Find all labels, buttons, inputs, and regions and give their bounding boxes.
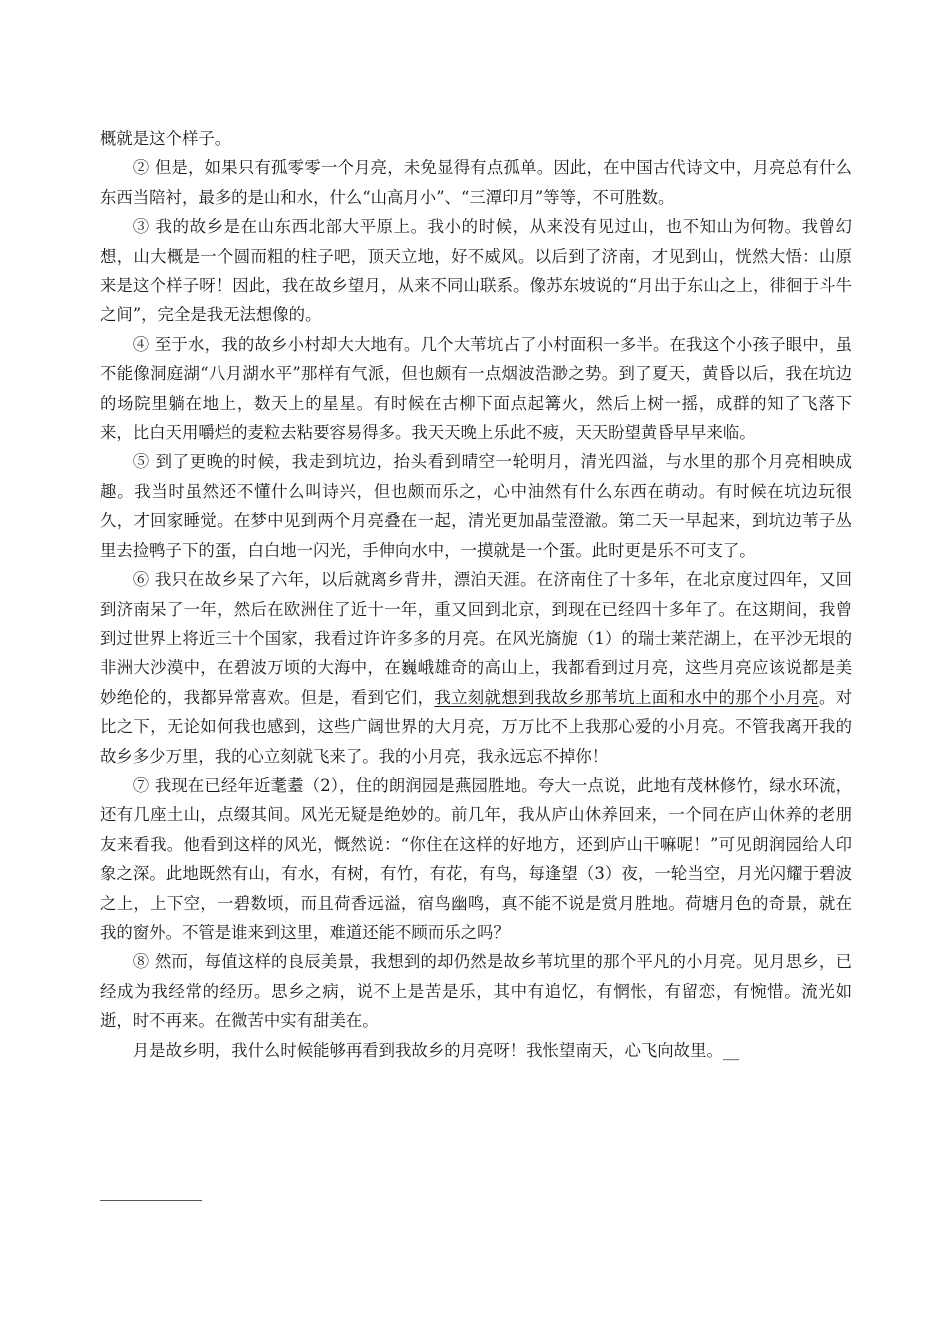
paragraph-8: ⑧ 然而，每值这样的良辰美景，我想到的却仍然是故乡苇坑里的那个平凡的小月亮。见月思乡，已经成为我经常的经历。思乡之病，说不上是苦是乐，其中有追忆，有惘怅，有留恋，有惋惜。流光如逝，时不再来。在微苦中实有甜美在。 (100, 952, 852, 1031)
paragraph-7: ⑦ 我现在已经年近耄耋（2），住的朗润园是燕园胜地。夸大一点说，此地有茂林修竹，绿水环流，还有几座土山，点缀其间。风光无疑是绝妙的。前几年，我从庐山休养回来，一个同在庐山休养的老朋友来看我。他看到这样的风光，慨然说：“你住在这样的好地方，还到庐山干嘛呢！”可见朗润园给人印象之深。此地既然有山，有水，有树，有竹，有花，有鸟，每逢望（3）夜，一轮当空，月光闪耀于碧波之上，上下空，一碧数顷，而且荷香远溢，宿鸟幽鸣，真不能不说是赏月胜地。荷塘月色的奇景，就在我的窗外。不管是谁来到这里，难道还能不顾而乐之吗？ (100, 775, 852, 942)
paragraph-6-text-after: 。对比之下，无论如何我也感到，这些广阔世界的大月亮，万万比不上我那心爱的小月亮。不管我离开我的故乡多少万里，我的心立刻就飞来了。我的小月亮，我永远忘不掉你！ (100, 687, 853, 766)
paragraph-3: ③ 我的故乡是在山东西北部大平原上。我小的时候，从来没有见过山，也不知山为何物。我曾幻想，山大概是一个圆而粗的柱子吧，顶天立地，好不威风。以后到了济南，才见到山，恍然大悟：山原来是这个样子呀！因此，我在故乡望月，从来不同山联系。像苏东坡说的“月出于东山之上，徘徊于斗牛之间”，完全是我无法想像的。 (100, 217, 852, 325)
paragraph-4: ④ 至于水，我的故乡小村却大大地有。几个大苇坑占了小村面积一多半。在我这个小孩子眼中，虽不能像洞庭湖“八月湖水平”那样有气派，但也颇有一点烟波浩渺之势。到了夏天，黄昏以后，我在坑边的场院里躺在地上，数天上的星星。有时候在古柳下面点起篝火，然后上树一摇，成群的知了飞落下来，比白天用嚼烂的麦粒去粘要容易得多。我天天晚上乐此不疲，天天盼望黄昏早早来临。 (100, 334, 852, 443)
paragraph-2: ② 但是，如果只有孤零零一个月亮，未免显得有点孤单。因此，在中国古代诗文中，月亮总有什么东西当陪衬，最多的是山和水，什么“山高月小”、“三潭印月”等等，不可胜数。 (100, 158, 852, 207)
paragraph-9: 月是故乡明，我什么时候能够再看到我故乡的月亮呀！我怅望南天，心飞向故里。__ (132, 1040, 740, 1060)
paragraph-5: ⑤ 到了更晚的时候，我走到坑边，抬头看到晴空一轮明月，清光四溢，与水里的那个月亮相映成趣。我当时虽然还不懂什么叫诗兴，但也颇而乐之，心中油然有什么东西在萌动。有时候在坑边玩很久，才回家睡觉。在梦中见到两个月亮叠在一起，清光更加晶莹澄澈。第二天一早起来，到坑边苇子丛里去捡鸭子下的蛋，白白地一闪光，手伸向水中，一摸就是一个蛋。此时更是乐不可支了。 (100, 452, 852, 560)
paragraph-6-text-before: ⑥ 我只在故乡呆了六年，以后就离乡背井，漂泊天涯。在济南住了十多年，在北京度过四年，又回到济南呆了一年，然后在欧洲住了近十一年，重又回到北京，到现在已经四十多年了。在这期间，我曾到过世界上将近三十个国家，我看过许许多多的月亮。在风光旖旎（1）的瑞士莱茫湖上，在平沙无垠的非洲大沙漠中，在碧波万顷的大海中，在巍峨雄奇的高山上，我都看到过月亮，这些月亮应该说都是美妙绝伦的，我都异常喜欢。但是，看到它们， (100, 570, 852, 707)
answer-blank-line (100, 1200, 202, 1201)
essay-body (100, 124, 852, 1065)
paragraph-continuation: 概就是这个样子。 (100, 129, 232, 148)
paragraph-6 (100, 565, 852, 771)
underlined-sentence: 我立刻就想到我故乡那苇坑上面和水中的那个小月亮 (434, 687, 819, 707)
